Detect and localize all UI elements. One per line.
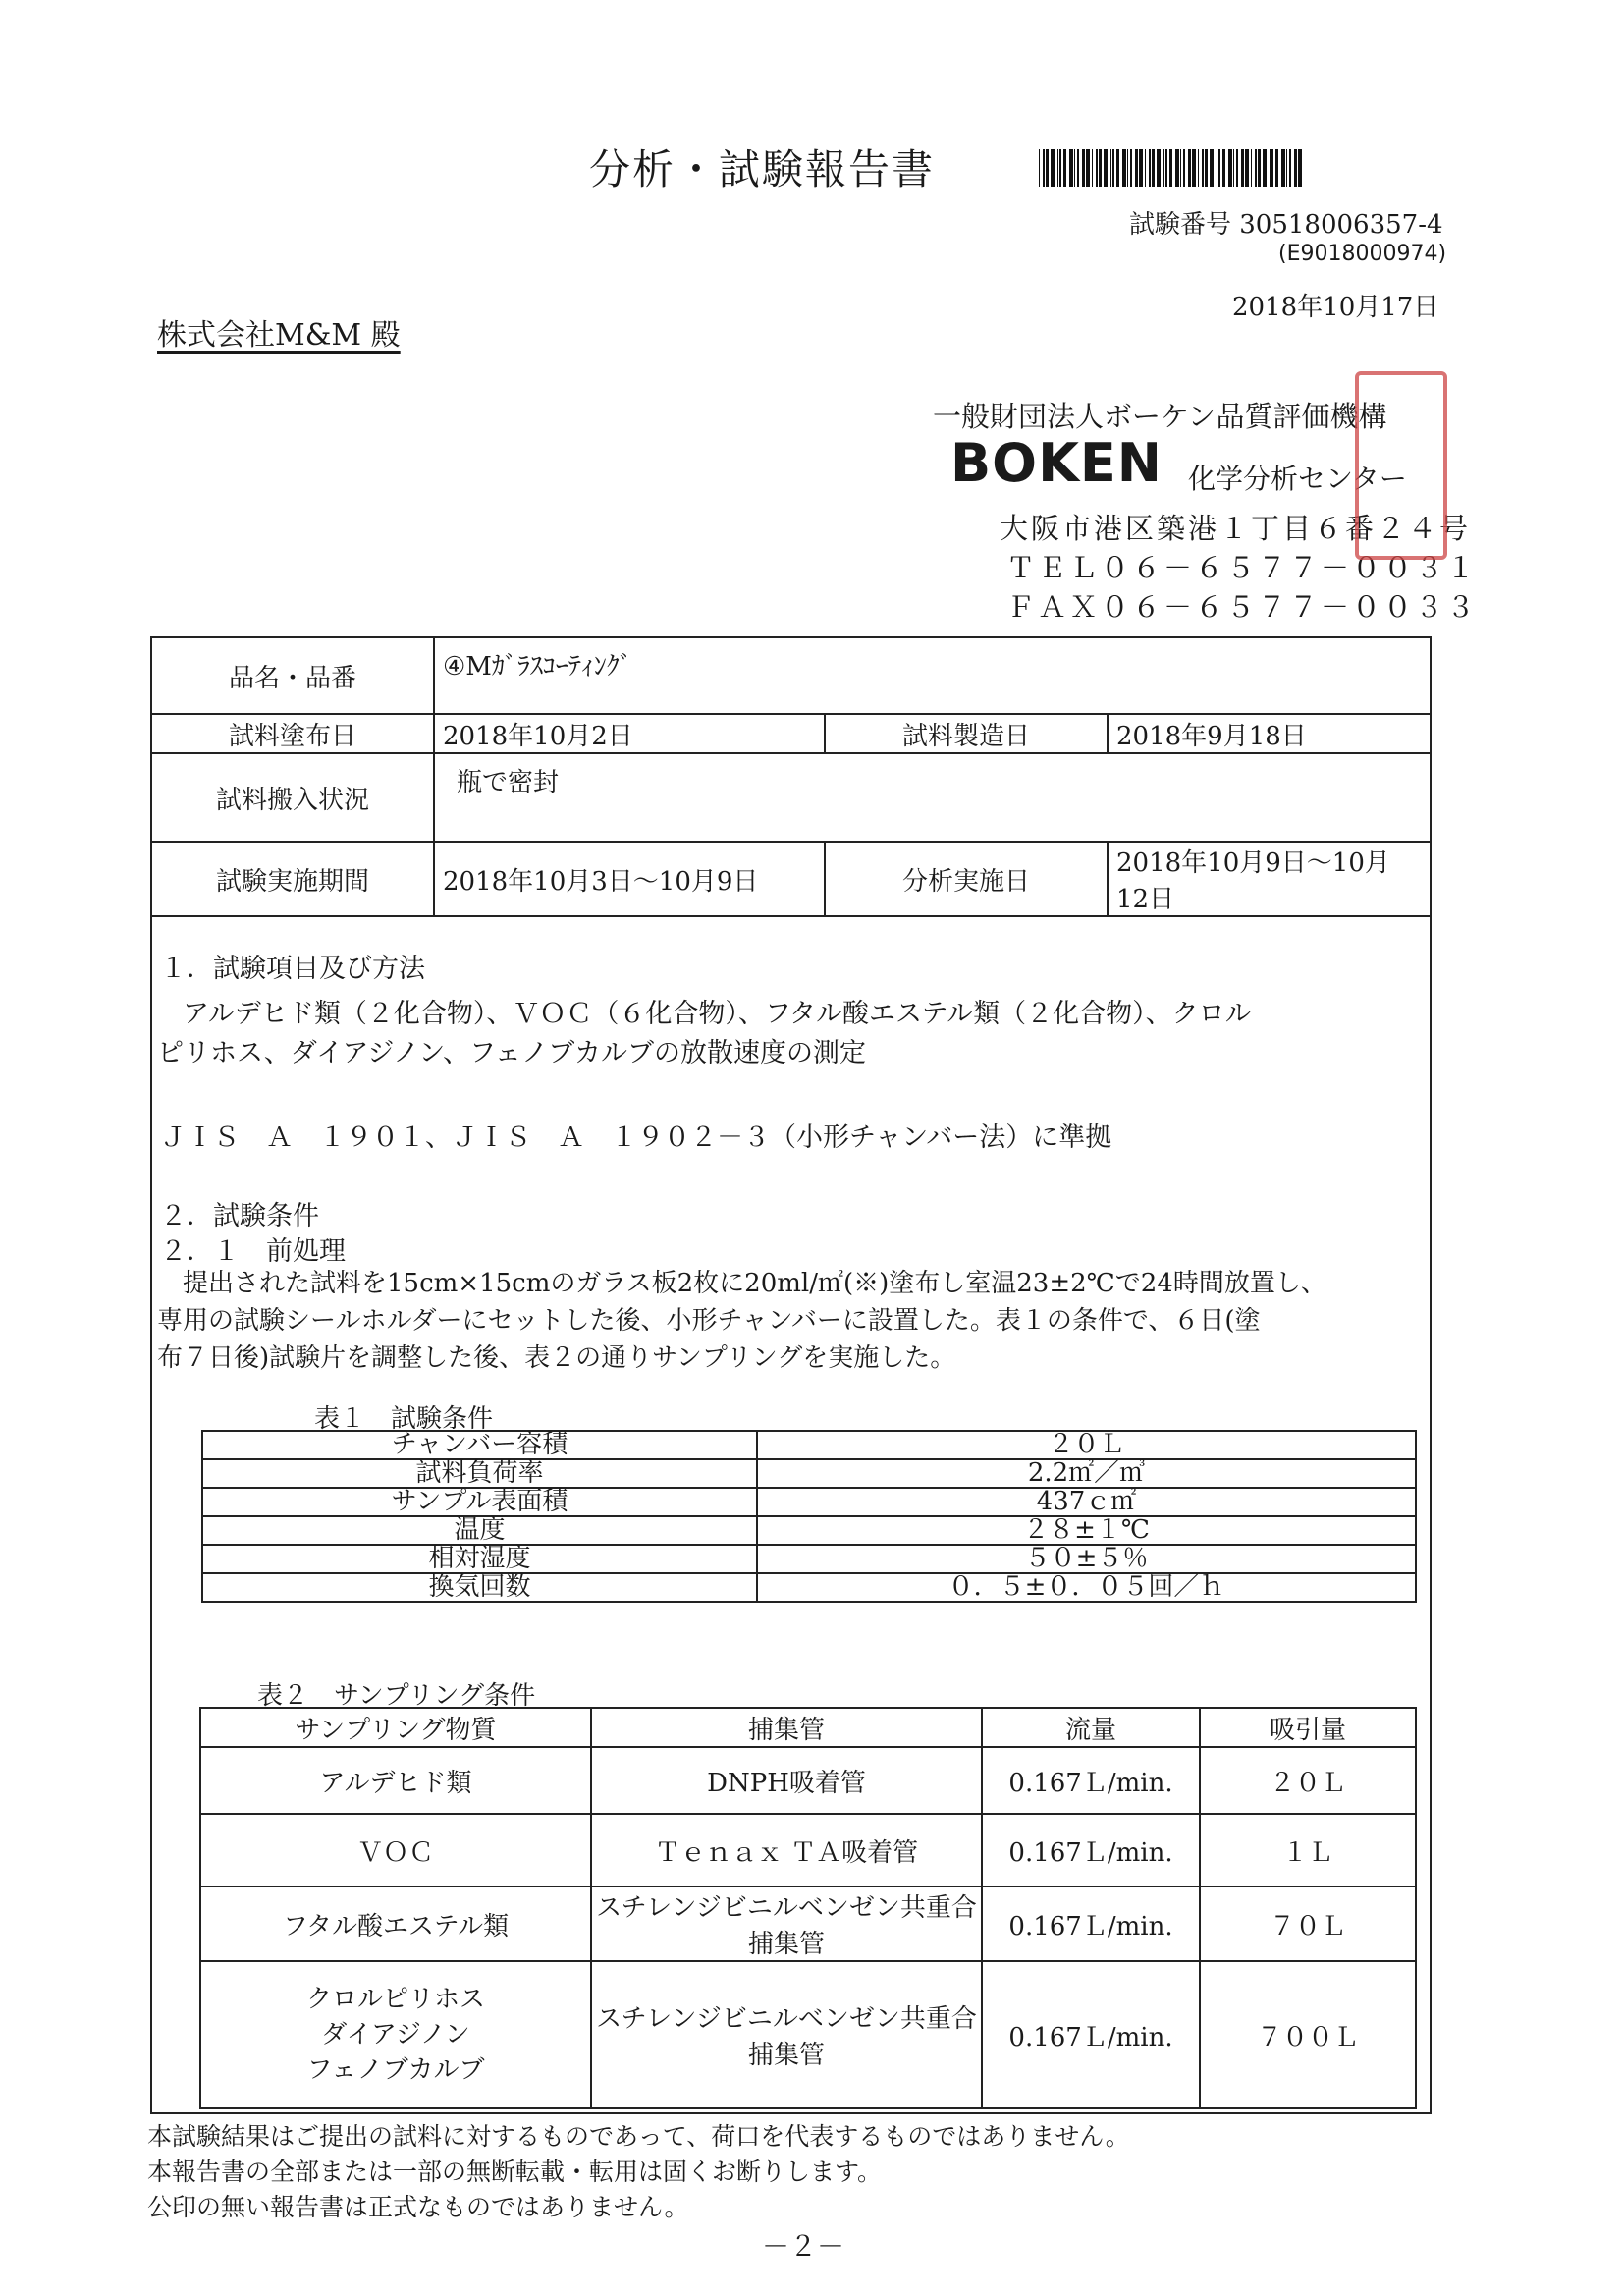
label-mfg-date: 試料製造日 xyxy=(825,714,1108,753)
section-1-standard: ＪＩＳ Ａ １９０１、ＪＩＳ Ａ １９０２－３（小形チャンバー法）に準拠 xyxy=(160,1122,1112,1153)
barcode-bar xyxy=(1192,149,1196,187)
section-2-title: ２．試験条件 xyxy=(160,1201,319,1231)
barcode-bar xyxy=(1281,149,1285,187)
table-header-row xyxy=(200,1708,1416,1747)
document-title: 分析・試験報告書 xyxy=(589,145,936,193)
t1-label: 換気回数 xyxy=(202,1573,757,1602)
t2-volume: ７０Ｌ xyxy=(1200,1886,1416,1961)
t1-value: 2.2㎡／㎥ xyxy=(757,1459,1416,1488)
footer-note-1: 本試験結果はご提出の試料に対するものであって、荷口を代表するものではありません。 xyxy=(147,2122,1130,2151)
barcode-bar xyxy=(1218,149,1220,187)
barcode-bar xyxy=(1074,149,1075,187)
label-apply-date: 試料塗布日 xyxy=(151,714,434,753)
t2-substance: ＶＯＣ xyxy=(200,1814,591,1886)
barcode-bar xyxy=(1112,149,1114,187)
value-analysis-date: 2018年10月9日～10月12日 xyxy=(1108,842,1431,916)
t2-substance: アルデヒド類 xyxy=(200,1747,591,1814)
barcode-bar xyxy=(1289,149,1291,187)
t2-flow: 0.167Ｌ/min. xyxy=(982,1886,1200,1961)
value-product: ④Mｶﾞﾗｽｺｰﾃｨﾝｸﾞ xyxy=(434,637,1431,714)
barcode-bar xyxy=(1255,149,1257,187)
barcode-bar xyxy=(1251,149,1252,187)
test-number: 試験番号 30518006357-4 xyxy=(1129,210,1443,240)
t2-volume: ２０Ｌ xyxy=(1200,1747,1416,1814)
t1-label: 温度 xyxy=(202,1516,757,1545)
t1-value: ２０Ｌ xyxy=(757,1431,1416,1459)
t2-header-tube: 捕集管 xyxy=(591,1708,982,1747)
barcode-bar xyxy=(1180,149,1181,187)
table-2-caption: 表２ サンプリング条件 xyxy=(257,1681,536,1711)
barcode-bar xyxy=(1202,149,1204,187)
barcode-bar xyxy=(1236,149,1238,187)
label-period: 試験実施期間 xyxy=(151,842,434,916)
t1-value: ０．５±０．０５回／ｈ xyxy=(757,1573,1416,1602)
t2-header-substance: サンプリング物質 xyxy=(200,1708,591,1747)
footer-note-3: 公印の無い報告書は正式なものではありません。 xyxy=(147,2193,689,2221)
t2-header-flow: 流量 xyxy=(982,1708,1200,1747)
barcode-bar xyxy=(1298,149,1302,187)
section-2-1-title: ２．１ 前処理 xyxy=(160,1236,346,1267)
table-row xyxy=(200,1886,1416,1961)
barcode-bar xyxy=(1175,149,1179,187)
t2-flow: 0.167Ｌ/min. xyxy=(982,1814,1200,1886)
barcode-bar xyxy=(1169,149,1172,187)
table-row xyxy=(202,1488,1416,1516)
footer-note-2: 本報告書の全部または一部の無断転載・転用は固くお断りします。 xyxy=(147,2158,883,2186)
barcode-bar xyxy=(1188,149,1191,187)
t1-value: ５０±５％ xyxy=(757,1545,1416,1573)
sub-number: (E9018000974) xyxy=(1278,242,1447,266)
value-condition: 瓶で密封 xyxy=(434,753,1431,842)
barcode-bar xyxy=(1258,149,1261,187)
t1-label: 相対湿度 xyxy=(202,1545,757,1573)
barcode-bar xyxy=(1127,149,1128,187)
barcode-bar xyxy=(1130,149,1132,187)
barcode-bar xyxy=(1263,149,1267,187)
official-seal xyxy=(1355,371,1447,560)
t2-volume: １Ｌ xyxy=(1200,1814,1416,1886)
barcode-bar xyxy=(1183,149,1185,187)
barcode-bar xyxy=(1198,149,1199,187)
t2-substance: フタル酸エステル類 xyxy=(200,1886,591,1961)
barcode-bar xyxy=(1077,149,1079,187)
barcode-bar xyxy=(1270,149,1271,187)
section-1-title: １．試験項目及び方法 xyxy=(160,954,425,984)
barcode xyxy=(1039,149,1412,187)
barcode-bar xyxy=(1294,149,1297,187)
barcode-bar xyxy=(1222,149,1225,187)
barcode-bar xyxy=(1163,149,1164,187)
page-number: －２－ xyxy=(762,2230,845,2263)
table-1-caption: 表１ 試験条件 xyxy=(314,1404,494,1434)
label-analysis-date: 分析実施日 xyxy=(825,842,1108,916)
label-condition: 試料搬入状況 xyxy=(151,753,434,842)
t2-substance: フェノブカルブ xyxy=(306,2055,485,2085)
barcode-bar xyxy=(1069,149,1073,187)
section-1-body-line-2: ピリホス、ダイアジノン、フェノブカルブの放散速度の測定 xyxy=(157,1038,866,1068)
t1-value: 437ｃ㎡ xyxy=(757,1488,1416,1516)
section-2-1-body-line-1: 提出された試料を15cm×15cmのガラス板2枚に20ml/㎡(※)塗布し室温23±2℃で24時間放置し、 xyxy=(183,1269,1326,1298)
barcode-bar xyxy=(1233,149,1234,187)
t1-value: ２８±１℃ xyxy=(757,1516,1416,1545)
t2-substance-group xyxy=(200,1961,591,2108)
t1-label: サンプル表面積 xyxy=(202,1488,757,1516)
barcode-bar xyxy=(1110,149,1111,187)
barcode-bar xyxy=(1116,149,1119,187)
barcode-bar xyxy=(1275,149,1278,187)
section-1-body-line-1: アルデヒド類（２化合物）、ＶＯＣ（６化合物）、フタル酸エステル類（２化合物）、クロル xyxy=(183,999,1252,1029)
barcode-bar xyxy=(1145,149,1146,187)
barcode-bar xyxy=(1210,149,1214,187)
barcode-bar xyxy=(1228,149,1232,187)
barcode-bar xyxy=(1092,149,1093,187)
org-fax: ＦＡＸ０６－６５７７－００３３ xyxy=(1006,590,1479,624)
table-row xyxy=(202,1516,1416,1545)
center-name: 化学分析センター xyxy=(1188,463,1407,495)
t2-flow: 0.167Ｌ/min. xyxy=(982,1961,1200,2108)
barcode-bar xyxy=(1139,149,1143,187)
sampling-conditions-table xyxy=(199,1707,1417,2109)
table-row xyxy=(202,1545,1416,1573)
t2-tube: DNPH吸着管 xyxy=(591,1747,982,1814)
table-row xyxy=(200,1814,1416,1886)
barcode-bar xyxy=(1059,149,1061,187)
barcode-bar xyxy=(1104,149,1108,187)
org-tel: ＴＥＬ０６－６５７７－００３１ xyxy=(1006,551,1479,584)
barcode-bar xyxy=(1122,149,1126,187)
barcode-bar xyxy=(1086,149,1090,187)
table-row xyxy=(200,1961,1416,2108)
boken-logo: BOKEN xyxy=(950,432,1163,494)
t2-header-volume: 吸引量 xyxy=(1200,1708,1416,1747)
barcode-bar xyxy=(1286,149,1287,187)
value-apply-date: 2018年10月2日 xyxy=(434,714,825,753)
barcode-bar xyxy=(1043,149,1045,187)
org-name: 一般財団法人ボーケン品質評価機構 xyxy=(933,400,1387,433)
t1-label: 試料負荷率 xyxy=(202,1459,757,1488)
table-row xyxy=(202,1431,1416,1459)
barcode-bar xyxy=(1051,149,1055,187)
value-mfg-date: 2018年9月18日 xyxy=(1108,714,1431,753)
barcode-bar xyxy=(1082,149,1085,187)
barcode-bar xyxy=(1046,149,1049,187)
barcode-bar xyxy=(1096,149,1098,187)
t1-label: チャンバー容積 xyxy=(202,1431,757,1459)
t2-volume: ７００Ｌ xyxy=(1200,1961,1416,2108)
barcode-bar xyxy=(1152,149,1155,187)
t2-tube: Ｔｅｎａｘ ＴＡ吸着管 xyxy=(591,1814,982,1886)
label-product: 品名・品番 xyxy=(151,637,434,714)
barcode-bar xyxy=(1271,149,1273,187)
sample-info-table xyxy=(150,636,1432,917)
barcode-bar xyxy=(1165,149,1167,187)
t2-tube: スチレンジビニルベンゼン共重合捕集管 xyxy=(591,1886,982,1961)
table-row xyxy=(200,1747,1416,1814)
barcode-bar xyxy=(1135,149,1138,187)
t2-substance: クロルピリホス xyxy=(305,1985,485,2014)
barcode-bar xyxy=(1157,149,1161,187)
barcode-bar xyxy=(1205,149,1208,187)
issue-date: 2018年10月17日 xyxy=(1232,293,1439,322)
t2-flow: 0.167Ｌ/min. xyxy=(982,1747,1200,1814)
barcode-bar xyxy=(1241,149,1244,187)
t2-tube: スチレンジビニルベンゼン共重合捕集管 xyxy=(591,1961,982,2108)
section-2-1-body-line-2: 専用の試験シールホルダーにセットした後、小形チャンバーに設置した。表１の条件で、６日(塗 xyxy=(157,1306,1261,1336)
org-address: 大阪市港区築港１丁目６番２４号 xyxy=(1000,512,1472,545)
table-row xyxy=(202,1459,1416,1488)
test-conditions-table xyxy=(201,1430,1417,1603)
barcode-bar xyxy=(1039,149,1040,187)
t2-substance: ダイアジノン xyxy=(321,2020,470,2050)
barcode-bar xyxy=(1057,149,1058,187)
barcode-bar xyxy=(1149,149,1151,187)
section-2-1-body-line-3: 布７日後)試験片を調整した後、表２の通りサンプリングを実施した。 xyxy=(157,1343,956,1373)
barcode-bar xyxy=(1063,149,1066,187)
value-period: 2018年10月3日～10月9日 xyxy=(434,842,825,916)
table-row xyxy=(202,1573,1416,1602)
barcode-bar xyxy=(1245,149,1249,187)
recipient: 株式会社M&M 殿 xyxy=(157,318,401,353)
barcode-bar xyxy=(1099,149,1102,187)
